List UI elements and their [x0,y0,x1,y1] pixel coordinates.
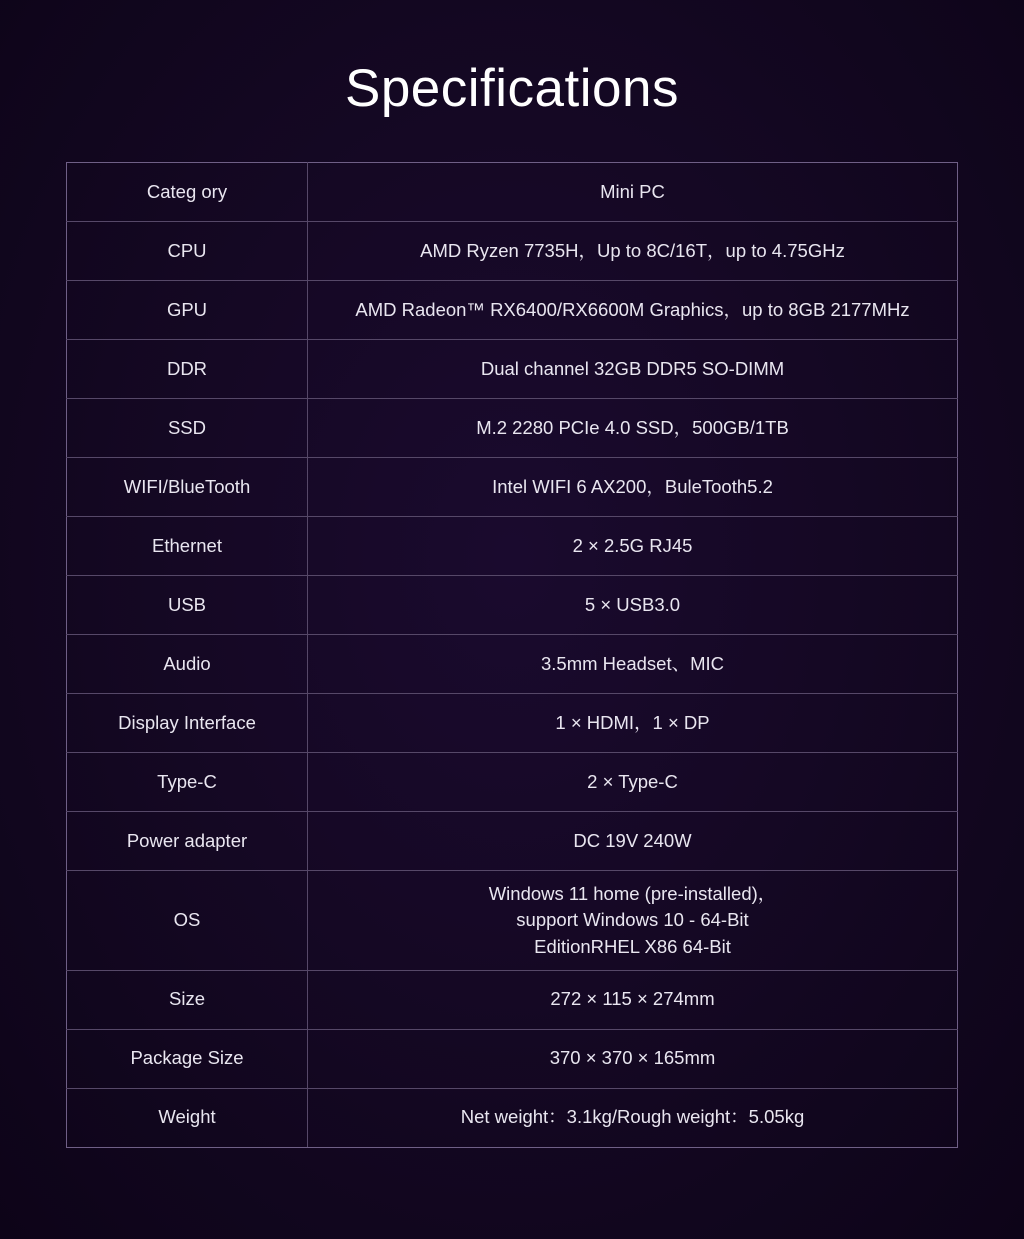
table-row [67,340,958,399]
spec-value: AMD Ryzen 7735H，Up to 8C/16T，up to 4.75GHz [308,222,958,281]
spec-value: 2 × 2.5G RJ45 [308,517,958,576]
table-row [67,694,958,753]
table-row [67,635,958,694]
table-row [67,970,958,1029]
spec-value: Dual channel 32GB DDR5 SO-DIMM [308,340,958,399]
table-row [67,1029,958,1088]
table-row [67,753,958,812]
spec-value: Mini PC [308,163,958,222]
spec-value: 272 × 115 × 274mm [308,970,958,1029]
spec-value: Intel WIFI 6 AX200，BuleTooth5.2 [308,458,958,517]
spec-label: Display Interface [67,694,308,753]
spec-label: GPU [67,281,308,340]
spec-value: AMD Radeon™ RX6400/RX6600M Graphics，up to 8GB 2177MHz [308,281,958,340]
spec-label: OS [67,871,308,971]
spec-label: Size [67,970,308,1029]
spec-label: WIFI/BlueTooth [67,458,308,517]
spec-value: M.2 2280 PCIe 4.0 SSD，500GB/1TB [308,399,958,458]
spec-value: DC 19V 240W [308,812,958,871]
table-row [67,1088,958,1147]
specifications-table [66,162,958,1148]
spec-label: Power adapter [67,812,308,871]
spec-label: CPU [67,222,308,281]
spec-label: SSD [67,399,308,458]
table-row [67,222,958,281]
spec-value-multiline [308,871,957,970]
table-row [67,163,958,222]
spec-value: 3.5mm Headset、MIC [308,635,958,694]
spec-label: Ethernet [67,517,308,576]
spec-value [308,871,958,971]
spec-label: Package Size [67,1029,308,1088]
table-row [67,399,958,458]
table-row [67,576,958,635]
spec-label: Weight [67,1088,308,1147]
specifications-table-body [67,163,958,1148]
spec-value: 370 × 370 × 165mm [308,1029,958,1088]
spec-value-line: Windows 11 home (pre-installed)， [488,883,777,904]
spec-value: Net weight：3.1kg/Rough weight：5.05kg [308,1088,958,1147]
spec-value-line: support Windows 10 - 64-Bit [516,909,749,931]
spec-value: 2 × Type-C [308,753,958,812]
spec-label: Categ ory [67,163,308,222]
spec-label: DDR [67,340,308,399]
spec-value: 1 × HDMI，1 × DP [308,694,958,753]
spec-label: Type-C [67,753,308,812]
page-title: Specifications [344,59,679,118]
spec-label: USB [67,576,308,635]
table-row [67,871,958,971]
table-row [67,517,958,576]
spec-value-line: EditionRHEL X86 64-Bit [534,935,731,957]
spec-value: 5 × USB3.0 [308,576,958,635]
table-row [67,281,958,340]
table-row [67,458,958,517]
table-row [67,812,958,871]
spec-label: Audio [67,635,308,694]
specifications-table-wrapper [66,162,958,1148]
